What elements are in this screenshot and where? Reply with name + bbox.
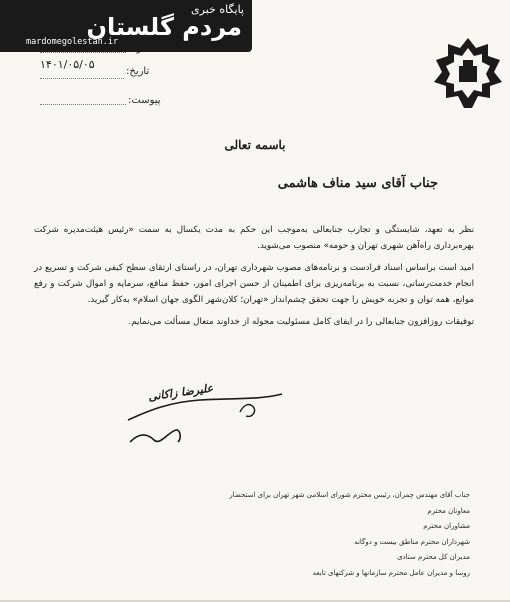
signatory-name: علیرضا زاکانی (147, 381, 214, 404)
date-line (40, 78, 124, 79)
watermark-tag: پایگاه خبری (191, 3, 244, 16)
date-label: تاریخ: (126, 66, 150, 77)
attachment-label: پیوست: (128, 95, 161, 106)
body-paragraph: امید است براساس اسناد فرادست و برنامه‌های مصوب شهرداری تهران، در راستای ارتقای سطح کیفی شرکت و تسریع در انجام خدمت‌رسانی، نسبت به برنامه‌ریزی برای اطمینان از حسن اجرای امور، حفظ منافع، سرمایه و اموال شرکت و رفع موانع، همه توان و تجربه خویش را جهت تحقق چشم‌انداز «تهران؛ کلان‌شهر الگوی جهان اسلام» به‌کار گیرید. (34, 263, 474, 305)
cc-item: مشاوران محترم (423, 522, 470, 530)
tehran-municipality-logo (432, 36, 504, 112)
watermark-site: mardomegolestan.ir (26, 37, 119, 47)
body-paragraph: توفیقات روزافزون جنابعالی را در ایفای کامل مسئولیت محوله از خداوند متعال مسألت می‌نمایم. (128, 317, 474, 327)
cc-item: معاونان محترم (427, 506, 470, 515)
watermark-name: مردم گلستان (86, 13, 242, 41)
cc-item: روسا و مدیران عامل محترم سازمانها و شرکتهای تابعه (312, 568, 470, 577)
cc-item: شهرداران محترم مناطق بیست و دوگانه (354, 537, 470, 546)
number-line (40, 52, 126, 53)
attachment-line (40, 104, 126, 105)
cc-item: جناب آقای مهندس چمران، رئیس محترم شورای اسلامی شهر تهران برای استحضار (229, 491, 470, 499)
addressee: جناب آقای سید مناف هاشمی (277, 176, 438, 191)
salutation: باسمه تعالی (224, 138, 286, 152)
body-paragraph: نظر به تعهد، شایستگی و تجارب جنابعالی به‌موجب این حکم به مدت یکسال به سمت «رئیس هیئت‌مدیره شرکت بهره‌برداری راه‌آهن شهری تهران و حومه» منصوب می‌شوید. (34, 225, 474, 251)
cc-item: مدیران کل محترم ستادی (397, 553, 470, 561)
news-site-watermark (0, 0, 252, 52)
letter-date: ۱۴۰۱/۰۵/۰۵ (40, 58, 95, 71)
cc-list (170, 488, 470, 581)
letter-body (34, 222, 474, 336)
